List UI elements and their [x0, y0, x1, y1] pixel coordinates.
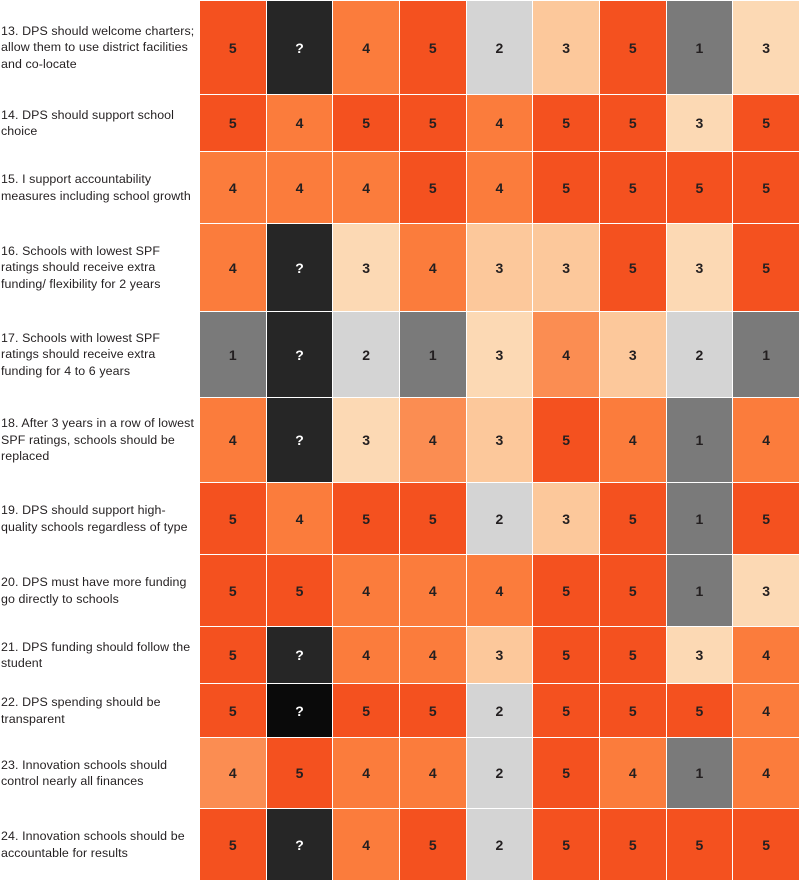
heatmap-cell [333, 398, 400, 483]
cell-value: 1 [762, 346, 771, 363]
heatmap-cell [533, 738, 600, 809]
row-label: 21. DPS funding should follow the student [1, 627, 200, 684]
heatmap-cell [466, 555, 533, 627]
cell-value: 5 [628, 39, 637, 56]
cell-value: 4 [762, 765, 771, 781]
heatmap-cell [533, 398, 600, 483]
cell-value: 5 [428, 510, 437, 527]
heatmap-cell [599, 224, 666, 312]
heatmap-cell [399, 483, 466, 555]
row-label: 20. DPS must have more funding go directly to schools [1, 555, 200, 627]
cell-value: 4 [295, 179, 304, 196]
heatmap-cell [466, 152, 533, 224]
cell-value: 3 [495, 432, 504, 448]
cell-value: 5 [628, 259, 637, 276]
cell-value: 1 [695, 39, 704, 56]
cell-value: 4 [228, 179, 237, 196]
heatmap-cell [666, 152, 733, 224]
heatmap-cell [200, 152, 267, 224]
heatmap-cell [333, 684, 400, 738]
heatmap-cell [466, 684, 533, 738]
heatmap-cell [333, 312, 400, 398]
heatmap-cell [733, 312, 800, 398]
cell-value: ? [295, 647, 304, 663]
heatmap-cell [200, 1, 267, 95]
cell-value: 2 [495, 836, 504, 853]
cell-value: 5 [562, 432, 570, 448]
cell-value: 4 [628, 765, 637, 781]
cell-value: 5 [562, 765, 570, 781]
heatmap-cell [599, 738, 666, 809]
cell-value: 5 [228, 702, 237, 719]
cell-value: 4 [762, 702, 771, 719]
heatmap-cell [399, 738, 466, 809]
cell-value: 4 [228, 432, 237, 448]
heatmap-cell [533, 1, 600, 95]
heatmap-cell [333, 555, 400, 627]
table-row [1, 483, 800, 555]
cell-value: 2 [495, 702, 504, 719]
table-row [1, 398, 800, 483]
heatmap-cell [399, 627, 466, 684]
heatmap-cell [200, 398, 267, 483]
heatmap-cell [666, 555, 733, 627]
heatmap-cell [733, 224, 800, 312]
heatmap-cell [200, 738, 267, 809]
cell-value: 5 [762, 836, 771, 853]
cell-value: 5 [362, 115, 371, 131]
cell-value: 4 [762, 647, 771, 663]
heatmap-cell [466, 398, 533, 483]
cell-value: 5 [228, 836, 237, 853]
row-label: 18. After 3 years in a row of lowest SPF ratings, schools should be replaced [1, 398, 200, 483]
cell-value: 5 [562, 582, 570, 599]
cell-value: 5 [762, 259, 771, 276]
heatmap-cell [666, 738, 733, 809]
cell-value: 5 [562, 836, 570, 853]
heatmap-cell [533, 555, 600, 627]
heatmap-cell [266, 555, 333, 627]
cell-value: ? [295, 836, 304, 853]
heatmap-cell [599, 398, 666, 483]
cell-value: 5 [428, 179, 437, 196]
cell-value: 5 [228, 582, 237, 599]
heatmap-cell [533, 152, 600, 224]
cell-value: 5 [695, 179, 704, 196]
cell-value: 5 [228, 39, 237, 56]
cell-value: 4 [362, 39, 371, 56]
cell-value: 3 [562, 39, 570, 56]
table-row [1, 312, 800, 398]
row-label: 19. DPS should support high-quality schools regardless of type [1, 483, 200, 555]
cell-value: 4 [495, 115, 504, 131]
heatmap-cell [266, 738, 333, 809]
heatmap-cell [666, 224, 733, 312]
heatmap-cell [200, 684, 267, 738]
heatmap-cell [333, 627, 400, 684]
heatmap-cell [466, 627, 533, 684]
cell-value: 5 [228, 510, 237, 527]
heatmap-cell [733, 627, 800, 684]
heatmap-cell [733, 684, 800, 738]
cell-value: 4 [362, 836, 371, 853]
heatmap-cell [466, 312, 533, 398]
heatmap-cell [666, 483, 733, 555]
heatmap-cell [266, 95, 333, 152]
heatmap-cell [200, 95, 267, 152]
heatmap-cell [733, 1, 800, 95]
heatmap-cell [466, 224, 533, 312]
cell-value: 5 [428, 115, 437, 131]
cell-value: 4 [495, 582, 504, 599]
cell-value: 3 [695, 115, 704, 131]
cell-value: 4 [428, 647, 437, 663]
cell-value: 5 [562, 702, 570, 719]
cell-value: 2 [362, 346, 371, 363]
cell-value: 5 [428, 702, 437, 719]
heatmap-cell [466, 1, 533, 95]
cell-value: 5 [695, 836, 704, 853]
heatmap-cell [599, 312, 666, 398]
row-label: 23. Innovation schools should control nearly all finances [1, 738, 200, 809]
cell-value: 5 [228, 647, 237, 663]
heatmap-cell [266, 684, 333, 738]
cell-value: 4 [428, 582, 437, 599]
cell-value: 3 [362, 432, 371, 448]
heatmap-cell [733, 95, 800, 152]
cell-value: 4 [362, 179, 371, 196]
cell-value: 4 [428, 765, 437, 781]
heatmap-cell [266, 398, 333, 483]
cell-value: 4 [295, 115, 304, 131]
cell-value: 1 [228, 346, 237, 363]
heatmap-cell [733, 152, 800, 224]
row-label: 14. DPS should support school choice [1, 95, 200, 152]
cell-value: ? [295, 702, 304, 719]
heatmap-cell [399, 398, 466, 483]
heatmap-cell [333, 1, 400, 95]
heatmap-cell [200, 555, 267, 627]
cell-value: 3 [495, 346, 504, 363]
cell-value: 5 [295, 765, 304, 781]
heatmap-cell [333, 224, 400, 312]
row-label: 22. DPS spending should be transparent [1, 684, 200, 738]
cell-value: 5 [628, 115, 637, 131]
cell-value: 1 [695, 432, 704, 448]
heatmap-cell [266, 152, 333, 224]
cell-value: 3 [762, 39, 771, 56]
cell-value: 2 [495, 765, 504, 781]
cell-value: 3 [562, 259, 570, 276]
heatmap-cell [399, 555, 466, 627]
heatmap-cell [399, 95, 466, 152]
heatmap-cell [533, 224, 600, 312]
row-label: 17. Schools with lowest SPF ratings should receive extra funding for 4 to 6 years [1, 312, 200, 398]
cell-value: 4 [362, 765, 371, 781]
heatmap-cell [200, 483, 267, 555]
heatmap-cell [599, 1, 666, 95]
cell-value: 4 [295, 510, 304, 527]
heatmap-cell [333, 95, 400, 152]
table-row [1, 152, 800, 224]
heatmap-cell [466, 483, 533, 555]
cell-value: 4 [628, 432, 637, 448]
cell-value: 4 [495, 179, 504, 196]
cell-value: 5 [428, 836, 437, 853]
cell-value: 5 [628, 510, 637, 527]
heatmap-cell [466, 738, 533, 809]
cell-value: 5 [428, 39, 437, 56]
heatmap-cell [533, 684, 600, 738]
heatmap-cell [200, 627, 267, 684]
cell-value: 3 [495, 647, 504, 663]
cell-value: 1 [695, 510, 704, 527]
heatmap-cell [733, 555, 800, 627]
row-label: 13. DPS should welcome charters; allow them to use district facilities and co-locate [1, 1, 200, 95]
heatmap-cell [733, 738, 800, 809]
cell-value: 3 [362, 259, 371, 276]
row-label: 15. I support accountability measures including school growth [1, 152, 200, 224]
heatmap-cell [533, 483, 600, 555]
table-row [1, 95, 800, 152]
cell-value: 4 [428, 259, 437, 276]
cell-value: 5 [762, 115, 771, 131]
heatmap-cell [200, 224, 267, 312]
heatmap-cell [599, 684, 666, 738]
table-row [1, 1, 800, 95]
cell-value: 3 [695, 647, 704, 663]
heatmap-cell [599, 627, 666, 684]
cell-value: ? [295, 432, 304, 448]
cell-value: 4 [362, 647, 371, 663]
cell-value: 3 [695, 259, 704, 276]
cell-value: 1 [695, 765, 704, 781]
cell-value: 5 [628, 702, 637, 719]
cell-value: ? [295, 259, 304, 276]
heatmap-cell [599, 152, 666, 224]
heatmap-cell [399, 684, 466, 738]
table-row [1, 555, 800, 627]
heatmap-cell [266, 627, 333, 684]
table-row [1, 224, 800, 312]
heatmap-cell [666, 627, 733, 684]
cell-value: 3 [762, 582, 771, 599]
heatmap-cell [333, 152, 400, 224]
heatmap-cell [666, 684, 733, 738]
heatmap-cell [399, 312, 466, 398]
cell-value: 4 [428, 432, 437, 448]
row-label: 24. Innovation schools should be accountable for results [1, 809, 200, 881]
heatmap-cell [533, 627, 600, 684]
cell-value: 5 [562, 179, 570, 196]
table-row [1, 738, 800, 809]
cell-value: 5 [562, 115, 570, 131]
cell-value: 4 [362, 582, 371, 599]
cell-value: 4 [562, 346, 570, 363]
cell-value: 5 [628, 179, 637, 196]
heatmap-cell [666, 95, 733, 152]
cell-value: 5 [362, 702, 371, 719]
cell-value: 5 [762, 179, 771, 196]
cell-value: 5 [228, 115, 237, 131]
heatmap-cell [733, 398, 800, 483]
heatmap-cell [666, 398, 733, 483]
heatmap-cell [333, 738, 400, 809]
cell-value: 2 [695, 346, 704, 363]
cell-value: 5 [295, 582, 304, 599]
heatmap-cell [200, 312, 267, 398]
cell-value: 5 [628, 836, 637, 853]
table-body [1, 1, 800, 881]
cell-value: 4 [228, 259, 237, 276]
heatmap-cell [266, 1, 333, 95]
heatmap-cell [399, 152, 466, 224]
heatmap-cell [266, 312, 333, 398]
cell-value: ? [295, 346, 304, 363]
cell-value: 5 [628, 582, 637, 599]
cell-value: 2 [495, 510, 504, 527]
heatmap-cell [666, 1, 733, 95]
heatmap-cell [466, 95, 533, 152]
heatmap-cell [666, 312, 733, 398]
heatmap-cell [733, 483, 800, 555]
cell-value: 4 [762, 432, 771, 448]
cell-value: 1 [428, 346, 437, 363]
table-row [1, 684, 800, 738]
heatmap-cell [599, 483, 666, 555]
cell-value: 3 [495, 259, 504, 276]
heatmap-cell [533, 95, 600, 152]
heatmap-cell [266, 483, 333, 555]
cell-value: 3 [628, 346, 637, 363]
cell-value: 5 [762, 510, 771, 527]
heatmap-cell [599, 555, 666, 627]
heatmap-cell [399, 1, 466, 95]
heatmap-cell [599, 95, 666, 152]
heatmap-cell [333, 483, 400, 555]
row-label: 16. Schools with lowest SPF ratings should receive extra funding/ flexibility for 2 years [1, 224, 200, 312]
heatmap-cell [266, 224, 333, 312]
cell-value: 3 [562, 510, 570, 527]
cell-value: 2 [495, 39, 504, 56]
cell-value: 5 [562, 647, 570, 663]
table-row [1, 627, 800, 684]
cell-value: 5 [695, 702, 704, 719]
heatmap-cell [399, 224, 466, 312]
cell-value: 5 [628, 647, 637, 663]
cell-value: 4 [228, 765, 237, 781]
cell-value: ? [295, 39, 304, 56]
cell-value: 1 [695, 582, 704, 599]
cell-value: 5 [362, 510, 371, 527]
heatmap-cell [533, 312, 600, 398]
